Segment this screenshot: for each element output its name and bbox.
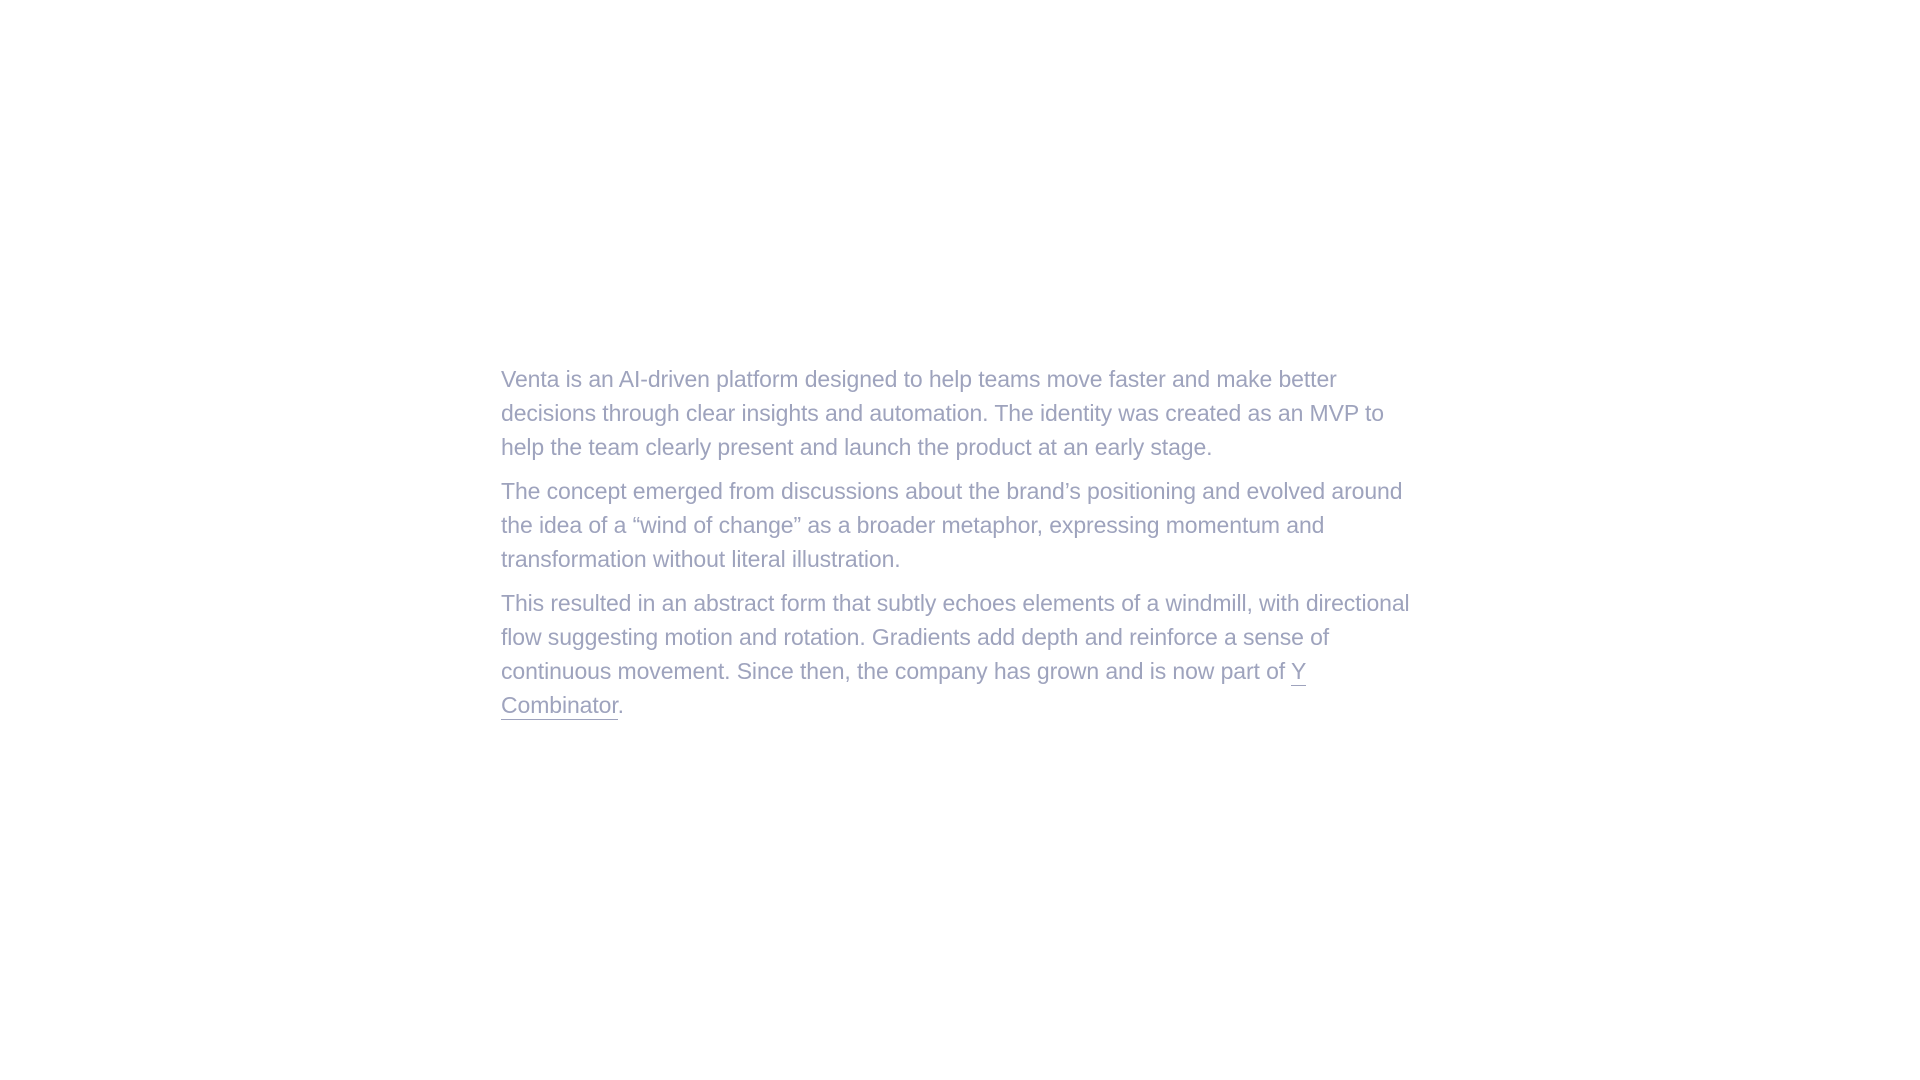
concept-paragraph: The concept emerged from discussions about the brand’s positioning and evolved around the idea of a “wind of change” as a broader metaphor, expressing momentum and transformation without literal illustration. (501, 478, 1403, 572)
project-description (501, 362, 1421, 732)
y-combinator-link[interactable]: Y Combinator (501, 658, 1307, 718)
result-period: . (617, 692, 624, 718)
result-text: This resulted in an abstract form that subtly echoes elements of a windmill, with directional flow suggesting motion and rotation. Gradients add depth and reinforce a sense of continuous movement. Since then, the company has grown and is now part of (501, 590, 1410, 684)
result-paragraph (501, 586, 1421, 722)
intro-paragraph: Venta is an AI-driven platform designed to help teams move faster and make better decisions through clear insights and automation. The identity was created as an MVP to help the team clearly present and launch the product at an early stage. (501, 366, 1384, 460)
